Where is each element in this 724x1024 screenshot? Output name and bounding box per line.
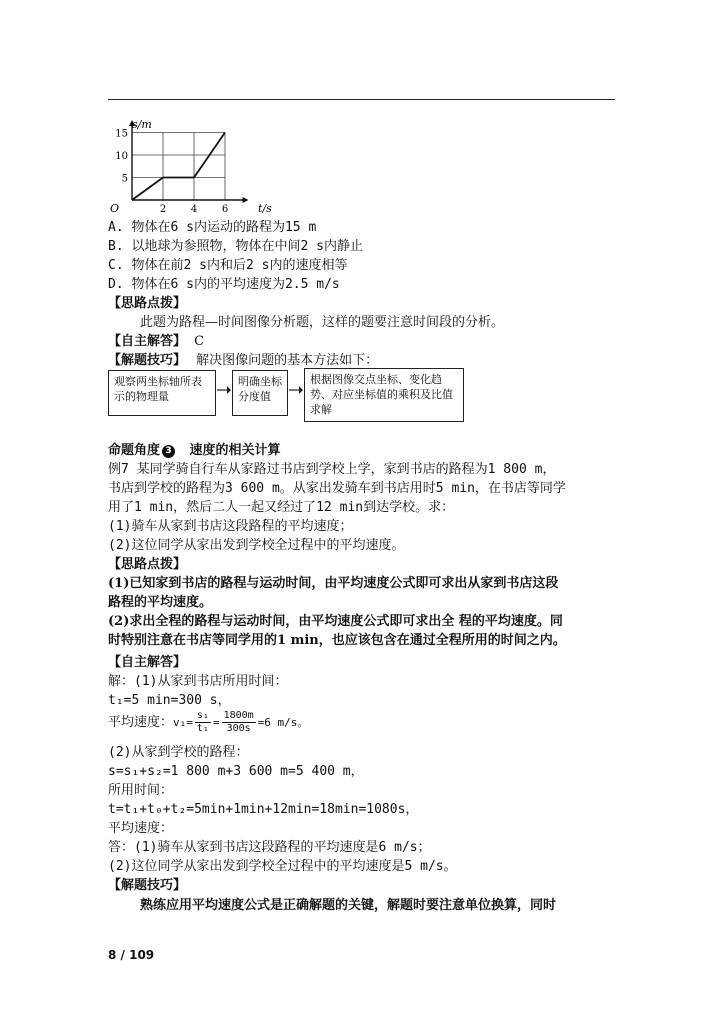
option-c: C. 物体在前2 s内和后2 s内的速度相等 <box>108 258 348 273</box>
x-tick-label: 2 <box>159 204 167 215</box>
x-axis-label: t/s <box>258 202 272 215</box>
solution-line: 解：(1)从家到书店所用时间： <box>108 674 288 689</box>
y-tick-label: 10 <box>115 151 128 162</box>
solution-line: 所用时间： <box>108 783 174 798</box>
solution-line: (2)这位同学从家出发到学校全过程中的平均速度是5 m/s。 <box>108 859 457 874</box>
example-line: 例7 某同学骑自行车从家路过书店到学校上学，家到书店的路程为1 800 m， <box>108 462 556 477</box>
y-tick-label: 15 <box>115 128 128 140</box>
hint-line: 路程的平均速度。 <box>108 595 213 610</box>
flow-arrow-icon <box>288 384 304 396</box>
formula-label: 平均速度： <box>108 715 174 730</box>
section-heading <box>108 442 281 460</box>
solution-line: (2)从家到学校的路程： <box>108 745 249 760</box>
formula-row: 平均速度：v₁= $\frac{\text{s₁}}{\text{t₁}}$ = $\frac{1800m}{300s}$ =6 m/s。 <box>108 710 309 734</box>
tip-text-2: 熟练应用平均速度公式是正确解题的关键，解题时要注意单位换算，同时 <box>140 898 557 913</box>
solution-line: t=t₁+t₀+t₂=5min+1min+12min=18min=1080s， <box>108 802 419 817</box>
example-line: 用了1 min，然后二人一起又经过了12 min到达学校。求： <box>108 500 455 515</box>
solution-line: 平均速度： <box>108 821 174 836</box>
example-line: (1)骑车从家到书店这段路程的平均速度； <box>108 519 353 534</box>
formula-fraction-values: $\frac{1800m}{300s}$ <box>223 710 254 734</box>
hint-line: (1)已知家到书店的路程与运动时间，由平均速度公式即可求出从家到书店这段 <box>108 576 559 591</box>
option-a: A. 物体在6 s内运动的路程为15 m <box>108 220 317 235</box>
data-segment <box>132 178 163 201</box>
origin-label: O <box>110 202 120 215</box>
section-number-badge: 3 <box>162 445 175 458</box>
chart-marks <box>132 133 225 201</box>
y-axis-label: s/m <box>132 118 152 131</box>
answer-heading: 【自主解答】 <box>108 334 187 349</box>
flow-box-solve: 根据图像交点坐标、变化趋势、对应坐标值的乘积及比值求解 <box>304 368 464 422</box>
header-rule <box>108 99 615 100</box>
formula-fraction: $\frac{\text{s₁}}{\text{t₁}}$ <box>196 710 209 734</box>
hint-line: 时特别注意在书店等同学用的1 min，也应该包含在通过全程所用的时间之内。 <box>108 633 566 648</box>
option-d: D. 物体在6 s内的平均速度为2.5 m/s <box>108 277 340 292</box>
st-graph <box>108 116 278 216</box>
example-line: 书店到学校的路程为3 600 m。从家出发骑车到书店用时5 min，在书店等同学 <box>108 481 566 496</box>
hint-heading: 【思路点拨】 <box>108 296 187 311</box>
tip-heading: 【解题技巧】 <box>108 353 187 368</box>
flow-box-observe: 观察两坐标轴所表示的物理量 <box>108 370 216 416</box>
section-title: 速度的相关计算 <box>189 443 281 458</box>
formula-result: =6 m/s。 <box>257 716 309 729</box>
tip-heading-2: 【解题技巧】 <box>108 878 187 893</box>
page-number: 8 / 109 <box>108 948 155 962</box>
x-tick-label: 4 <box>190 204 198 215</box>
hint-heading-2: 【思路点拨】 <box>108 557 187 572</box>
formula-v: v₁= <box>173 716 193 729</box>
x-axis-arrow-icon <box>243 197 249 203</box>
hint-line: (2)求出全程的路程与运动时间，由平均速度公式即可求出全 程的平均速度。同 <box>108 614 563 629</box>
answer-value: C <box>194 334 205 349</box>
y-tick-label: 5 <box>121 173 128 185</box>
answer-row <box>108 333 204 351</box>
x-tick-label: 6 <box>221 204 229 215</box>
section-prefix: 命题角度 <box>108 443 161 458</box>
tip-text: 解决图像问题的基本方法如下： <box>196 353 379 368</box>
example-line: (2)这位同学从家出发到学校全过程中的平均速度。 <box>108 538 405 553</box>
solution-line: s=s₁+s₂=1 800 m+3 600 m=5 400 m， <box>108 764 364 779</box>
flow-arrow-icon <box>216 384 232 396</box>
solution-line: t₁=5 min=300 s， <box>108 693 231 708</box>
option-b: B. 以地球为参照物，物体在中间2 s内静止 <box>108 239 363 254</box>
hint-text: 此题为路程—时间图像分析题，这样的题要注意时间段的分析。 <box>140 315 505 330</box>
flow-box-scale: 明确坐标分度值 <box>232 370 288 416</box>
solution-line: 答：(1)骑车从家到书店这段路程的平均速度是6 m/s； <box>108 840 431 855</box>
answer-heading-2: 【自主解答】 <box>108 655 187 670</box>
